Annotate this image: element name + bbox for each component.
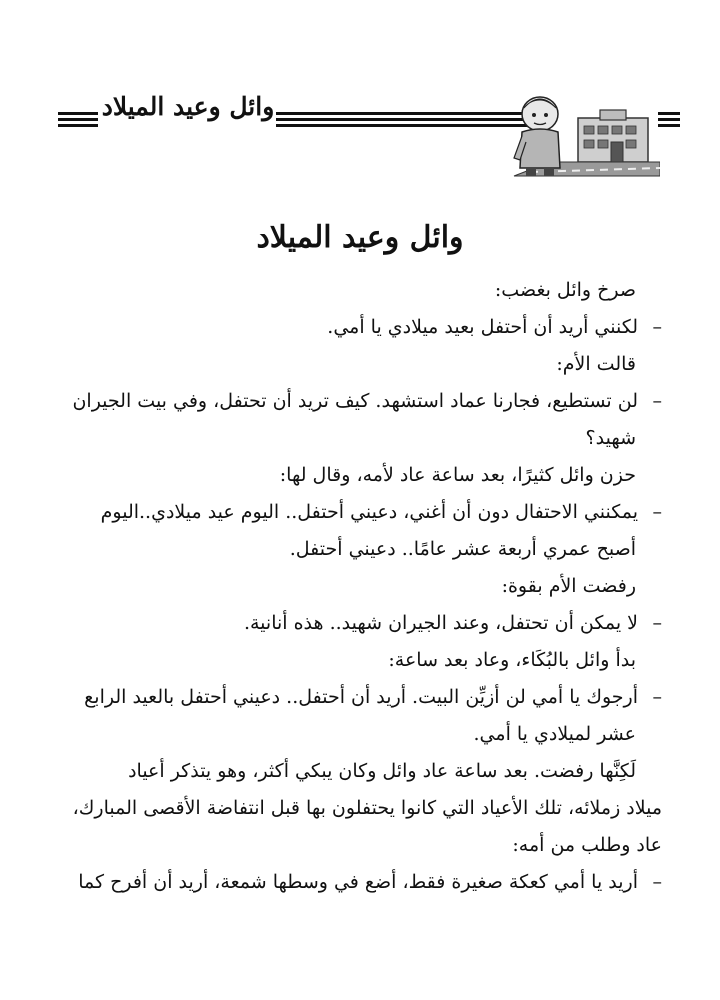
- header-rule-right: [658, 112, 680, 130]
- narration-line: قالت الأم:: [556, 353, 636, 375]
- narration-line: ميلاد زملائه، تلك الأعياد التي كانوا يحتفلون بها قبل انتفاضة الأقصى المبارك،: [72, 797, 662, 819]
- header-rule-middle: [276, 112, 548, 130]
- dialogue-line: [50, 864, 662, 901]
- narration-line: عشر لميلادي يا أمي.: [473, 723, 636, 745]
- line-text: لكنني أريد أن أحتفل بعيد ميلادي يا أمي.: [327, 316, 638, 338]
- narration-line: بدأ وائل بالبُكَاء، وعاد بعد ساعة:: [388, 649, 636, 671]
- narration-line: عاد وطلب من أمه:: [512, 834, 662, 856]
- narration-line: أصبح عمري أربعة عشر عامًا.. دعيني أحتفل.: [289, 538, 636, 560]
- header-rule-left: [58, 112, 98, 130]
- narration-line: رفضت الأم بقوة:: [501, 575, 636, 597]
- boy-and-building-illustration: [510, 88, 660, 178]
- dialogue-line: [50, 679, 662, 716]
- dialogue-dash: –: [652, 612, 662, 634]
- dialogue-dash: –: [652, 390, 662, 412]
- line-text: لا يمكن أن تحتفل، وعند الجيران شهيد.. هذه أنانية.: [243, 612, 638, 634]
- line-text: أريد يا أمي كعكة صغيرة فقط، أضع في وسطها شمعة، أريد أن أفرح كما: [78, 871, 638, 893]
- dialogue-dash: –: [652, 501, 662, 523]
- story-title: وائل وعيد الميلاد: [256, 220, 464, 255]
- dialogue-dash: –: [652, 686, 662, 708]
- header-title: وائل وعيد الميلاد: [101, 92, 275, 121]
- dialogue-line: [50, 494, 662, 531]
- narration-line: لَكِنَّها رفضت. بعد ساعة عاد وائل وكان يبكي أكثر، وهو يتذكر أعياد: [128, 760, 636, 782]
- narration-line: حزن وائل كثيرًا، بعد ساعة عاد لأمه، وقال لها:: [279, 464, 636, 486]
- narration-line: صرخ وائل بغضب:: [494, 279, 636, 301]
- dialogue-dash: –: [652, 316, 662, 338]
- line-text: أرجوك يا أمي لن أزيِّن البيت. أريد أن أحتفل.. دعيني أحتفل بالعيد الرابع: [84, 686, 638, 708]
- dialogue-line: [50, 309, 662, 346]
- page-header: [40, 88, 680, 178]
- line-text: لن تستطيع، فجارنا عماد استشهد. كيف تريد أن تحتفل، وفي بيت الجيران: [72, 390, 638, 412]
- line-text: يمكنني الاحتفال دون أن أغني، دعيني أحتفل.. اليوم عيد ميلادي..اليوم: [100, 501, 638, 523]
- story-body: [50, 272, 662, 901]
- narration-line: شهيد؟: [585, 427, 636, 449]
- dialogue-line: [50, 605, 662, 642]
- dialogue-line: [50, 383, 662, 420]
- dialogue-dash: –: [652, 871, 662, 893]
